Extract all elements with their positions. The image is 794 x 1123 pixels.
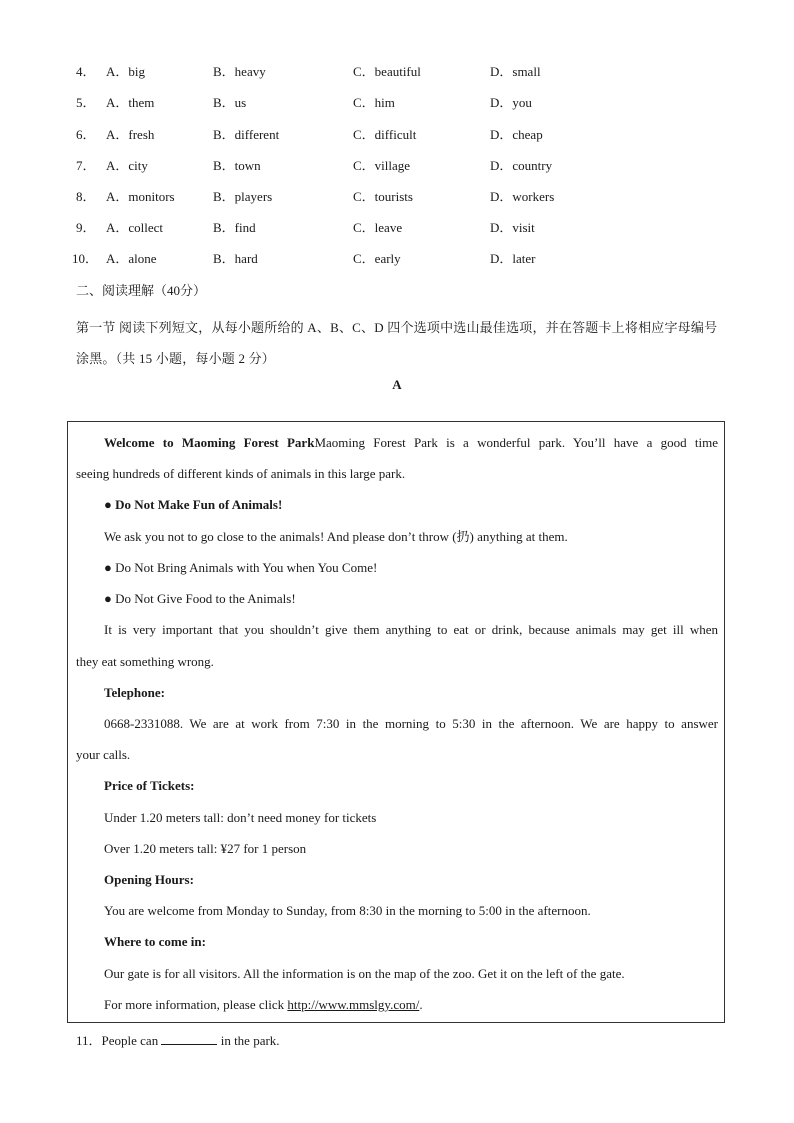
question-11-prefix: 11．People can (76, 1033, 162, 1048)
option-b: B．find (213, 220, 256, 235)
rule-1-heading: ● Do Not Make Fun of Animals! (104, 497, 283, 512)
website-link[interactable]: http://www.mmslgy.com/ (287, 997, 420, 1012)
price-over: Over 1.20 meters tall: ¥27 for 1 person (104, 841, 307, 856)
option-a: A．them (106, 95, 155, 110)
option-a: A．big (106, 64, 146, 79)
option-d: D．workers (490, 189, 555, 204)
question-number: 9． (76, 220, 96, 235)
option-b: B．different (213, 127, 280, 142)
question-number: 10． (72, 251, 99, 266)
question-number: 7． (76, 158, 96, 173)
option-b: B．players (213, 189, 273, 204)
option-c: C．leave (353, 220, 403, 235)
option-b: B．hard (213, 251, 258, 266)
option-d: D．small (490, 64, 541, 79)
question-11 (76, 1031, 280, 1051)
hours-heading: Opening Hours: (104, 872, 194, 887)
rule-2-heading: ● Do Not Bring Animals with You when You Come! (104, 560, 378, 575)
option-b: B．heavy (213, 64, 266, 79)
option-a: A．city (106, 158, 148, 173)
option-d: D．cheap (490, 127, 543, 142)
option-c: C．beautiful (353, 64, 421, 79)
option-d: D．you (490, 95, 532, 110)
question-number: 8． (76, 189, 96, 204)
passage-label: A (392, 377, 402, 392)
option-c: C．early (353, 251, 401, 266)
option-b: B．us (213, 95, 247, 110)
rule-3-heading: ● Do Not Give Food to the Animals! (104, 591, 296, 606)
question-number: 5． (76, 95, 96, 110)
option-c: C．village (353, 158, 411, 173)
question-11-suffix: in the park. (217, 1033, 280, 1048)
option-a: A．collect (106, 220, 164, 235)
passage-intro-line-1 (104, 433, 718, 453)
rule-3-text-1: It is very important that you shouldn’t give them anything to eat or drink, because animals may get ill when (104, 622, 718, 637)
telephone-heading: Telephone: (104, 685, 165, 700)
option-d: D．later (490, 251, 536, 266)
option-d: D．visit (490, 220, 535, 235)
option-c: C．tourists (353, 189, 413, 204)
passage-heading: Welcome to Maoming Forest Park (104, 435, 315, 450)
more-info-suffix: . (419, 997, 423, 1012)
section-instruction: 第一节 阅读下列短文，从每小题所给的 A、B、C、D 四个选项中选山最佳选项，并在答题卡上将相应字母编号涂黑。（共 15 小题，每小题 2 分） (76, 320, 718, 366)
rule-1-text: We ask you not to go close to the animals! And please don’t throw (扔) anything at them. (104, 529, 568, 544)
question-number: 6． (76, 127, 96, 142)
question-number: 4． (76, 64, 96, 79)
hours-text: You are welcome from Monday to Sunday, from 8:30 in the morning to 5:00 in the afternoon. (104, 903, 591, 918)
more-info-prefix: For more information, please click (104, 997, 288, 1012)
section-title: 二、阅读理解（40分） (76, 283, 207, 298)
where-text: Our gate is for all visitors. All the information is on the map of the zoo. Get it on the left of the gate. (104, 966, 625, 981)
answer-blank[interactable] (161, 1032, 217, 1045)
option-a: A．monitors (106, 189, 175, 204)
option-b: B．town (213, 158, 261, 173)
price-heading: Price of Tickets: (104, 778, 195, 793)
option-c: C．him (353, 95, 395, 110)
option-c: C．difficult (353, 127, 417, 142)
passage-intro-line-2: seeing hundreds of different kinds of animals in this large park. (76, 466, 406, 481)
more-info-line (104, 995, 718, 1015)
telephone-text-1: 0668-2331088. We are at work from 7:30 in the morning to 5:30 in the afternoon. We are happy to answer (104, 716, 718, 731)
passage-intro-text: Maoming Forest Park is a wonderful park. You’ll have a good time (314, 435, 718, 450)
option-a: A．alone (106, 251, 157, 266)
rule-3-text-2: they eat something wrong. (76, 654, 214, 669)
passage-box (67, 421, 725, 1023)
option-a: A．fresh (106, 127, 155, 142)
where-heading: Where to come in: (104, 934, 206, 949)
telephone-text-2: your calls. (76, 747, 131, 762)
option-d: D．country (490, 158, 553, 173)
price-under: Under 1.20 meters tall: don’t need money for tickets (104, 810, 377, 825)
